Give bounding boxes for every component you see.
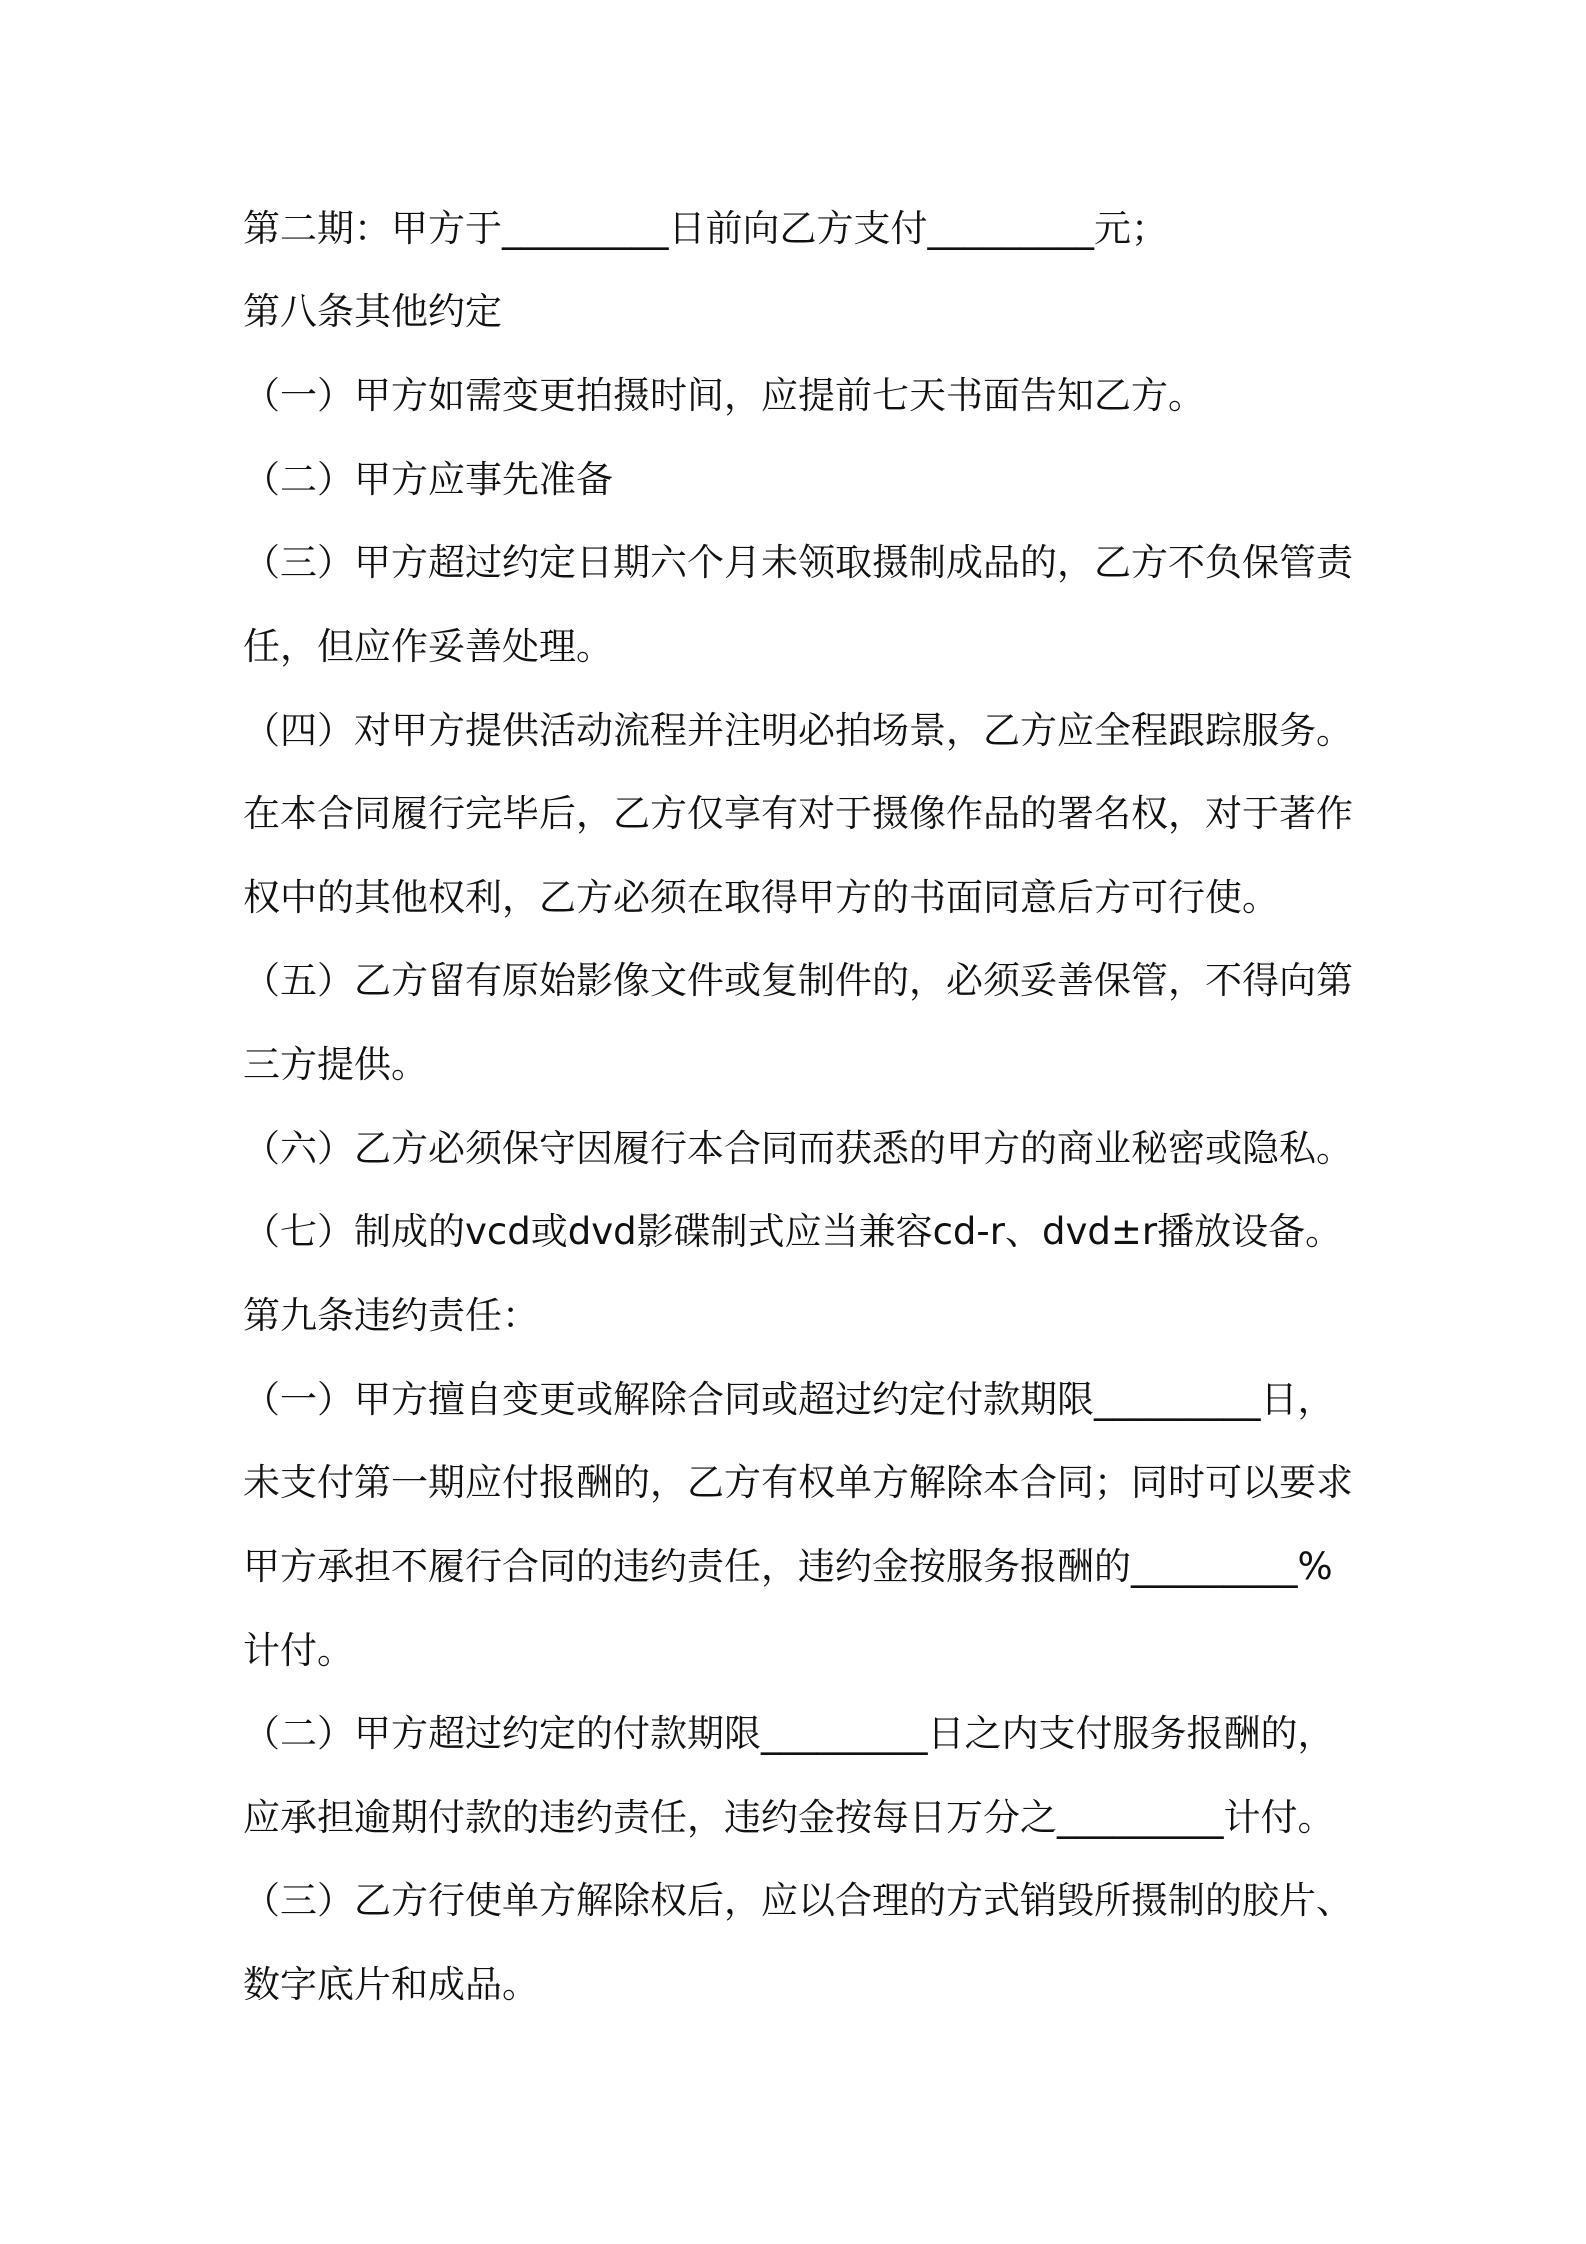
text-line: 第二期：甲方于_________日前向乙方支付_________元；	[243, 207, 1168, 250]
text-line: （二）甲方应事先准备	[243, 458, 613, 501]
text-line: （五）乙方留有原始影像文件或复制件的，必须妥善保管，不得向第	[243, 959, 1353, 1002]
text-line: 在本合同履行完毕后，乙方仅享有对于摄像作品的署名权，对于著作	[243, 792, 1353, 835]
section-heading: 第九条违约责任：	[243, 1294, 539, 1337]
section-heading: 第八条其他约定	[243, 290, 502, 333]
text-line: 三方提供。	[243, 1043, 428, 1086]
text-line: （一）甲方擅自变更或解除合同或超过约定付款期限_________日，	[243, 1378, 1335, 1421]
text-line: （四）对甲方提供活动流程并注明必拍场景，乙方应全程跟踪服务。	[243, 709, 1353, 752]
text-line: 未支付第一期应付报酬的，乙方有权单方解除本合同；同时可以要求	[243, 1461, 1353, 1504]
text-line: 数字底片和成品。	[243, 1963, 539, 2006]
text-line: （三）甲方超过约定日期六个月未领取摄制成品的，乙方不负保管责	[243, 541, 1353, 584]
text-line: 权中的其他权利，乙方必须在取得甲方的书面同意后方可行使。	[243, 876, 1279, 919]
text-line: 甲方承担不履行合同的违约责任，违约金按服务报酬的_________%	[243, 1545, 1333, 1588]
text-line: （六）乙方必须保守因履行本合同而获悉的甲方的商业秘密或隐私。	[243, 1127, 1353, 1170]
text-line: （一）甲方如需变更拍摄时间，应提前七天书面告知乙方。	[243, 374, 1205, 417]
text-line: （二）甲方超过约定的付款期限_________日之内支付服务报酬的，	[243, 1712, 1335, 1755]
text-line: （三）乙方行使单方解除权后，应以合理的方式销毁所摄制的胶片、	[243, 1879, 1353, 1922]
text-line: 计付。	[243, 1629, 354, 1672]
text-line: 应承担逾期付款的违约责任，违约金按每日万分之_________计付。	[243, 1796, 1335, 1839]
text-line: 任，但应作妥善处理。	[243, 625, 613, 668]
text-line: （七）制成的vcd或dvd影碟制式应当兼容cd-r、dvd±r播放设备。	[243, 1210, 1343, 1253]
